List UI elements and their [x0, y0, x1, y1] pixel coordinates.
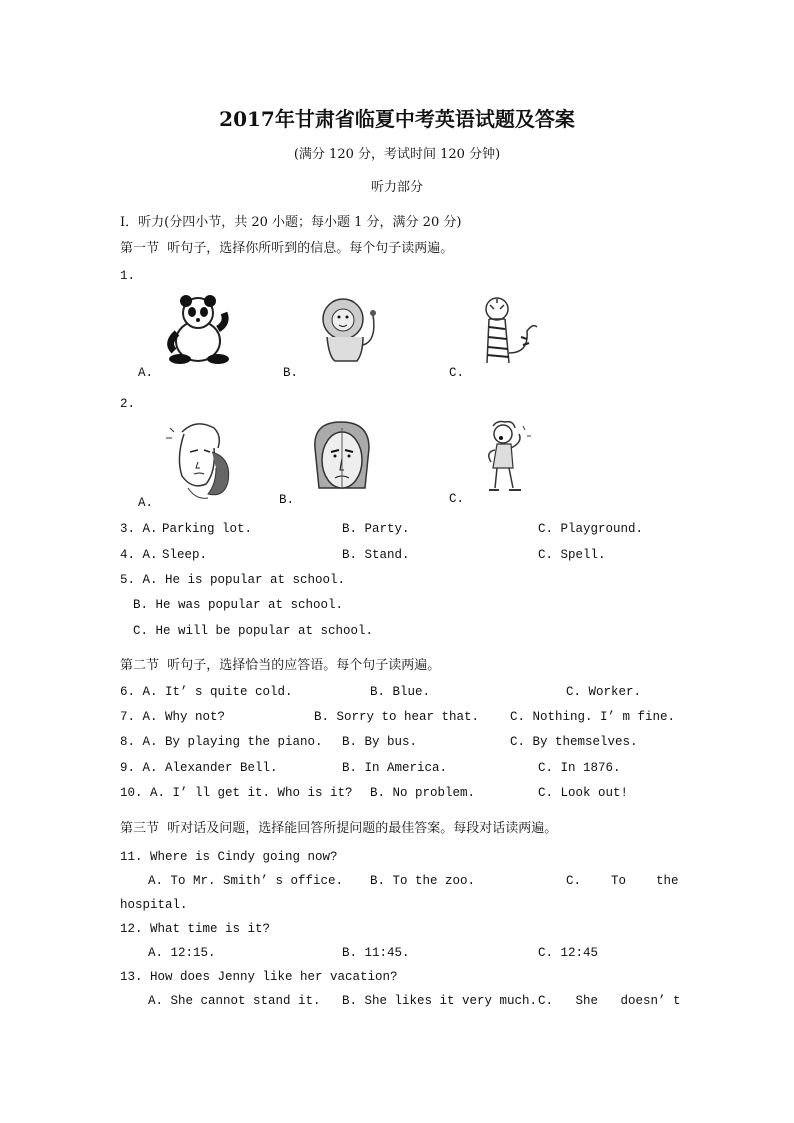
q4-option-c: C. Spell.: [538, 548, 606, 562]
q5-option-c: C. He will be popular at school.: [133, 624, 374, 638]
q6-option-a: 6. A. It’ s quite cold.: [120, 685, 293, 699]
q1-option-b: B.: [283, 366, 299, 380]
q1-number: 1.: [120, 269, 136, 283]
section2-instruction: 第二节 听句子，选择恰当的应答语。每个句子读两遍。: [120, 658, 441, 673]
q9-option-a: 9. A. Alexander Bell.: [120, 761, 278, 775]
q9-option-b: B. In America.: [342, 761, 448, 775]
q3-option-a: Parking lot.: [162, 522, 253, 536]
panda-image: [160, 293, 238, 365]
q12-option-c: C. 12:45: [538, 946, 599, 960]
q6-option-b: B. Blue.: [370, 685, 431, 699]
q9-option-c: C. In 1876.: [538, 761, 621, 775]
face-woman-image: [162, 418, 238, 502]
tiger-image: [477, 293, 543, 367]
section1-heading: Ⅰ．听力(分四小节，共 20 小题；每小题 1 分，满分 20 分): [120, 215, 462, 230]
section1-instruction: 第一节 听句子，选择你所听到的信息。每个句子读两遍。: [120, 241, 454, 256]
q2-option-a: A.: [138, 496, 154, 510]
q1-option-a: A.: [138, 366, 154, 380]
q4-number: 4. A.: [120, 548, 158, 562]
singing-person-image: [479, 418, 537, 496]
q8-option-a: 8. A. By playing the piano.: [120, 735, 323, 749]
q2-option-c: C.: [449, 492, 465, 506]
q12-option-a: A. 12:15.: [148, 946, 216, 960]
q10-option-c: C. Look out!: [538, 786, 629, 800]
q10-option-b: B. No problem.: [370, 786, 476, 800]
q12-option-b: B. 11:45.: [342, 946, 410, 960]
q4-option-b: B. Stand.: [342, 548, 410, 562]
page-title: 2017年甘肃省临夏中考英语试题及答案: [219, 107, 575, 131]
q11-question: 11. Where is Cindy going now?: [120, 850, 338, 864]
page-subtitle: (满分 120 分，考试时间 120 分钟): [293, 147, 501, 162]
q1-option-c: C.: [449, 366, 465, 380]
lion-image: [313, 293, 383, 365]
q13-option-a: A. She cannot stand it.: [148, 994, 321, 1008]
face-man-image: [305, 418, 379, 496]
q6-option-c: C. Worker.: [566, 685, 642, 699]
q7-option-c: C. Nothing. I’ m fine.: [510, 710, 676, 724]
q13-question: 13. How does Jenny like her vacation?: [120, 970, 398, 984]
q5-option-a: 5. A. He is popular at school.: [120, 573, 346, 587]
section3-instruction: 第三节 听对话及问题，选择能回答所提问题的最佳答案。每段对话读两遍。: [120, 821, 558, 836]
q7-option-b: B. Sorry to hear that.: [314, 710, 480, 724]
part-heading: 听力部分: [370, 180, 423, 195]
q11-option-b: B. To the zoo.: [370, 874, 476, 888]
q8-option-c: C. By themselves.: [510, 735, 638, 749]
q10-option-a: 10. A. I’ ll get it. Who is it?: [120, 786, 353, 800]
q4-option-a: Sleep.: [162, 548, 208, 562]
q7-option-a: 7. A. Why not?: [120, 710, 226, 724]
q13-option-c: C. She doesn’ t: [538, 994, 681, 1008]
q12-question: 12. What time is it?: [120, 922, 271, 936]
q8-option-b: B. By bus.: [342, 735, 418, 749]
q11-option-c-continued: hospital.: [120, 898, 188, 912]
q3-option-c: C. Playground.: [538, 522, 644, 536]
q5-option-b: B. He was popular at school.: [133, 598, 344, 612]
q3-option-b: B. Party.: [342, 522, 410, 536]
q11-option-a: A. To Mr. Smith’ s office.: [148, 874, 344, 888]
q13-option-b: B. She likes it very much.: [342, 994, 538, 1008]
q2-number: 2.: [120, 397, 136, 411]
q11-option-c: C. To the: [566, 874, 679, 888]
q3-number: 3. A.: [120, 522, 158, 536]
q2-option-b: B.: [279, 493, 295, 507]
